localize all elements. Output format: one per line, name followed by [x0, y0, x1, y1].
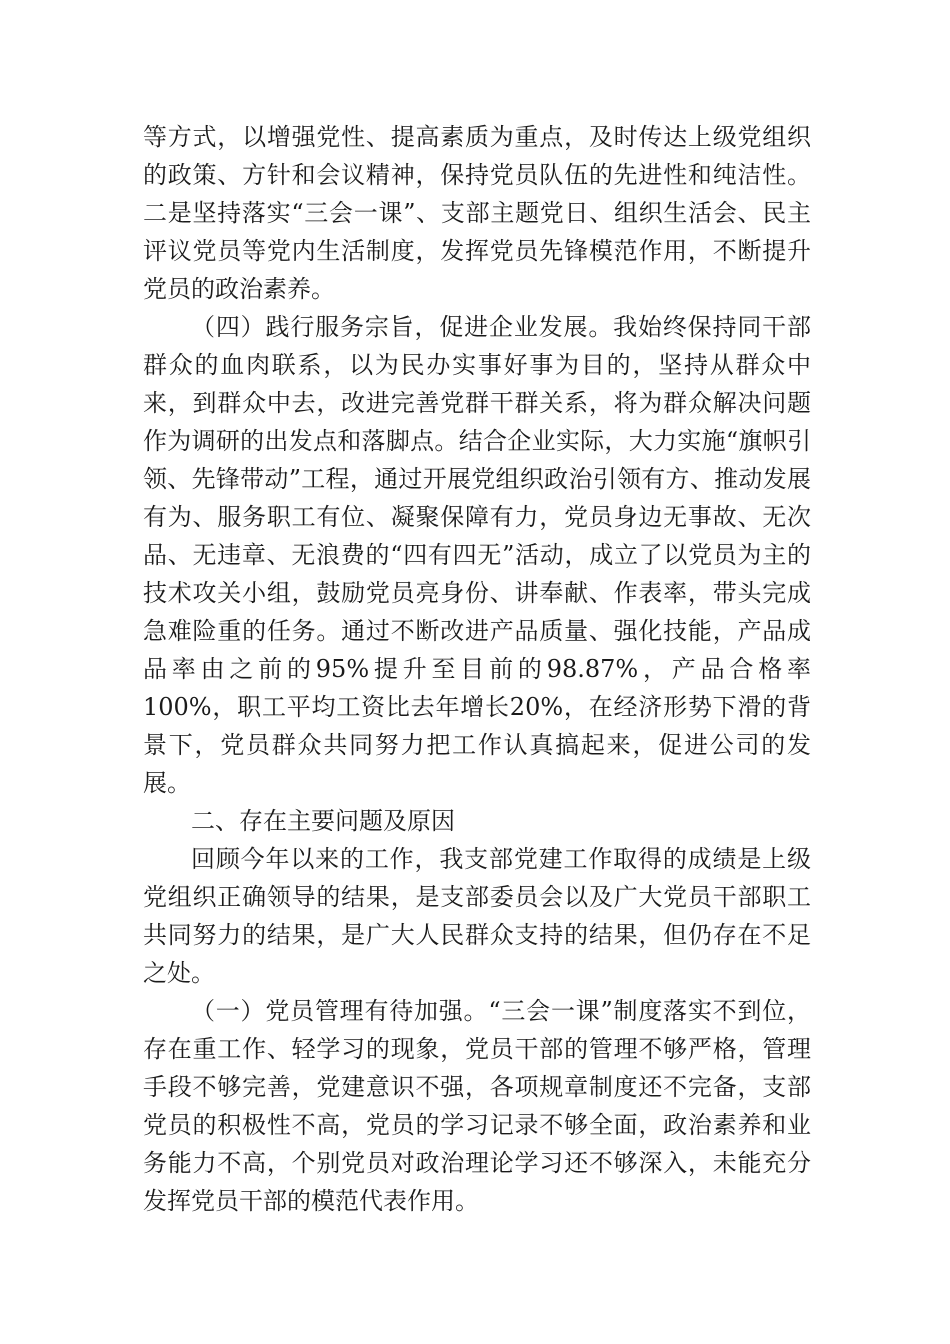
- document-body: [143, 118, 811, 1220]
- paragraph-issue-one: （一）党员管理有待加强。“三会一课”制度落实不到位，存在重工作、轻学习的现象，党员干部的管理不够严格，管理手段不够完善，党建意识不强，各项规章制度还不完备，支部党员的积极性不高，党员的学习记录不够全面，政治素养和业务能力不高，个别党员对政治理论学习还不够深入，未能充分发挥党员干部的模范代表作用。: [143, 997, 811, 1215]
- paragraph-continuation: 等方式，以增强党性、提高素质为重点，及时传达上级党组织的政策、方针和会议精神，保持党员队伍的先进性和纯洁性。二是坚持落实“三会一课”、支部主题党日、组织生活会、民主评议党员等党内生活制度，发挥党员先锋模范作用，不断提升党员的政治素养。: [143, 123, 811, 303]
- section-heading-problems: 二、存在主要问题及原因: [191, 807, 455, 835]
- paragraph-section-four: （四）践行服务宗旨，促进企业发展。我始终保持同干部群众的血肉联系，以为民办实事好事为目的，坚持从群众中来，到群众中去，改进完善党群干群关系，将为群众解决问题作为调研的出发点和落脚点。结合企业实际，大力实施“旗帜引领、先锋带动”工程，通过开展党组织政治引领有方、推动发展有为、服务职工有位、凝聚保障有力，党员身边无事故、无次品、无违章、无浪费的“四有四无”活动，成立了以党员为主的技术攻关小组，鼓励党员亮身份、讲奉献、作表率，带头完成急难险重的任务。通过不断改进产品质量、强化技能，产品成品率由之前的95%提升至目前的98.87%，产品合格率100%，职工平均工资比去年增长20%，在经济形势下滑的背景下，党员群众共同努力把工作认真搞起来，促进公司的发展。: [143, 313, 811, 797]
- paragraph-review: 回顾今年以来的工作，我支部党建工作取得的成绩是上级党组织正确领导的结果，是支部委员会以及广大党员干部职工共同努力的结果，是广大人民群众支持的结果，但仍存在不足之处。: [143, 845, 811, 987]
